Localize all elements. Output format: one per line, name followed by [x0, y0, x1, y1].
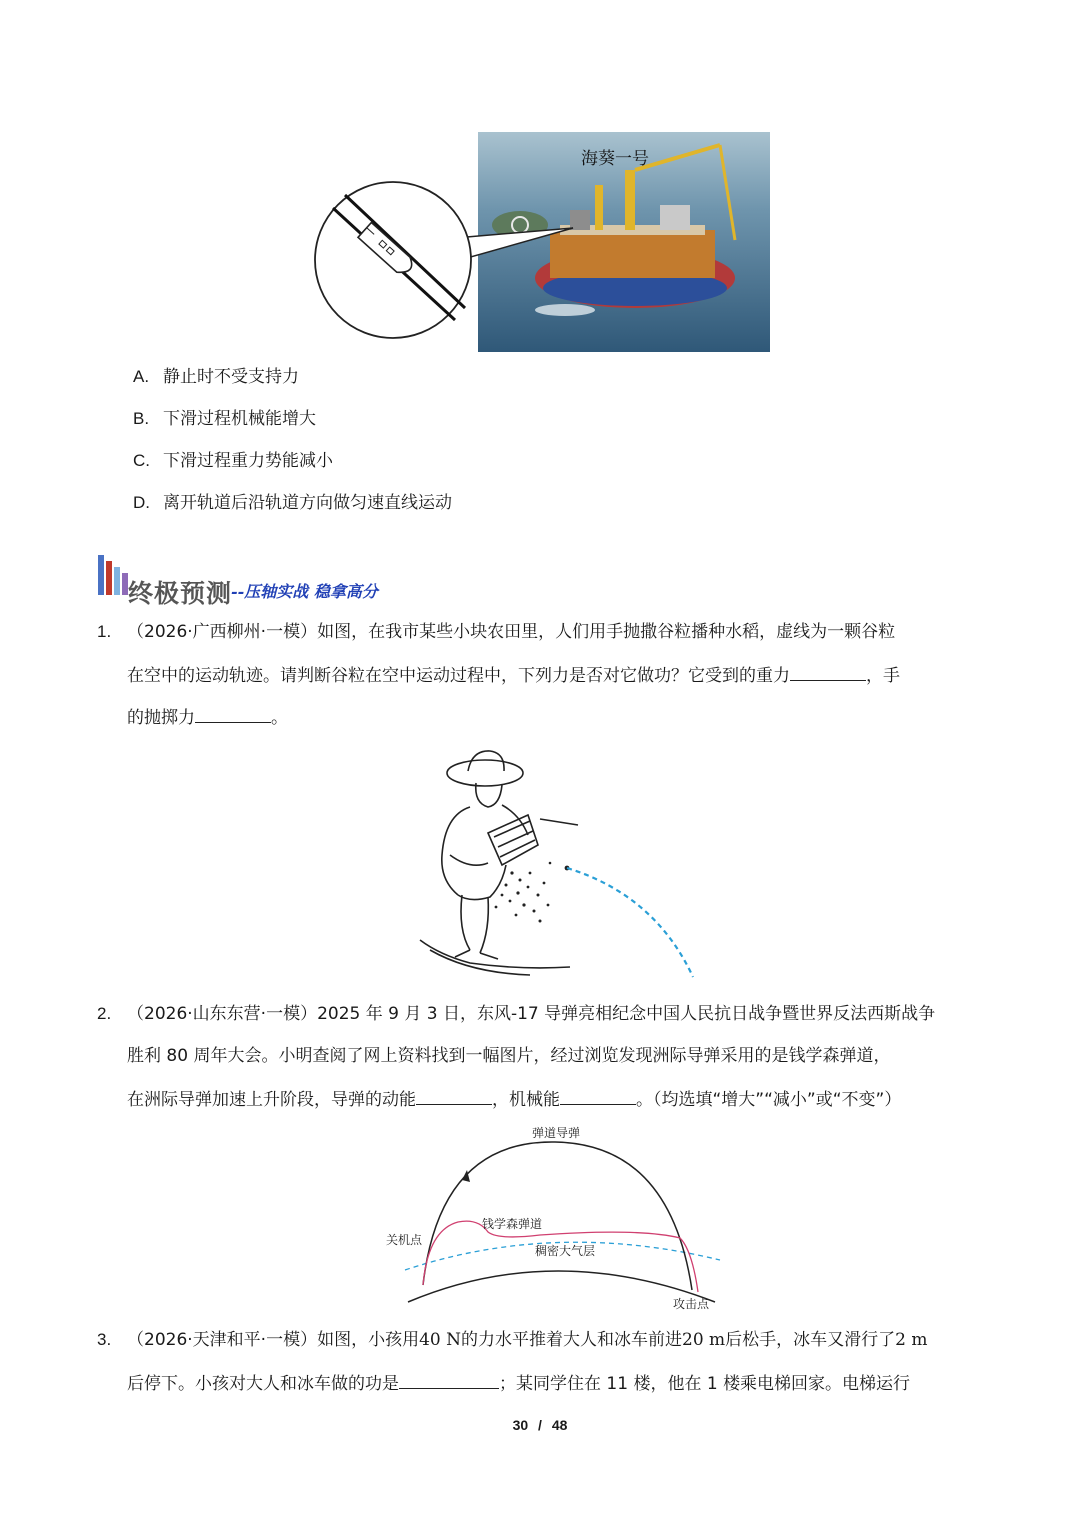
- q3-force: 40 N: [419, 1330, 461, 1350]
- option-letter: D.: [133, 493, 150, 512]
- q3-line2: [127, 1370, 910, 1396]
- diagram-target-label: 攻击点: [673, 1297, 710, 1311]
- option-letter: A.: [133, 367, 150, 386]
- q1-line1: （2026·广西柳州·一模）如图，在我市某些小块农田里，人们用手抛撒谷粒播种水稻，虚线为一颗谷粒: [127, 622, 896, 642]
- q1-line2-tail: ，手: [866, 666, 900, 686]
- q3-dist1: 20 m: [682, 1330, 726, 1350]
- q2-blank-mechanical[interactable]: [560, 1086, 636, 1105]
- diagram-top-label: 弹道导弹: [532, 1126, 581, 1140]
- q2-number: 2.: [97, 1004, 112, 1023]
- q3-line1-mid: 的力水平推着大人和冰车前进: [461, 1330, 682, 1350]
- platform-label: 海葵一号: [581, 149, 649, 169]
- q3-line1-text: （2026·天津和平·一模）如图，小孩用: [127, 1330, 420, 1350]
- option-letter: C.: [133, 451, 150, 470]
- platform-figure: [305, 130, 775, 355]
- q1-line3-text: 的抛掷力: [127, 708, 195, 728]
- option-d[interactable]: [133, 492, 452, 514]
- q2-line2: 胜利 80 周年大会。小明查阅了网上资料找到一幅图片，经过浏览发现洲际导弹采用的是钱学森弹道，: [127, 1046, 891, 1066]
- q3-dist2: 2 m: [895, 1330, 928, 1350]
- q1-blank-throw[interactable]: [195, 704, 271, 723]
- q3-line1: [127, 1328, 928, 1352]
- q1-blank-gravity[interactable]: [790, 662, 866, 681]
- section-books-icon: [97, 553, 131, 597]
- option-letter: B.: [133, 409, 150, 428]
- q2-line3-text: 在洲际导弹加速上升阶段，导弹的动能: [127, 1090, 416, 1110]
- q3-blank-work[interactable]: [399, 1370, 499, 1389]
- q3-line1-mid2: 后松手，冰车又滑行了: [725, 1330, 896, 1350]
- option-text: 静止时不受支持力: [163, 367, 299, 387]
- q2-line3: [127, 1086, 901, 1112]
- page-total: 48: [551, 1417, 568, 1433]
- section-subtitle: --压轴实战 稳拿高分: [231, 582, 378, 601]
- section-title: 终极预测: [128, 579, 233, 608]
- diagram-atmos-label: 稠密大气层: [535, 1244, 596, 1258]
- option-b[interactable]: [133, 408, 316, 430]
- q1-line2: [127, 662, 900, 688]
- q1-line3: [127, 704, 288, 730]
- page-number: 30: [512, 1417, 529, 1433]
- farmer-sowing-figure: [410, 745, 700, 980]
- platform-photo: [305, 130, 775, 355]
- q3-line2-tail: ；某同学住在 11 楼，他在 1 楼乘电梯回家。电梯运行: [499, 1374, 911, 1394]
- q2-line3-tail: 。（均选填“增大”“减小”或“不变”）: [636, 1090, 902, 1110]
- option-text: 离开轨道后沿轨道方向做匀速直线运动: [163, 493, 452, 513]
- page-footer: [0, 1417, 1080, 1433]
- q3-line2-text: 后停下。小孩对大人和冰车做的功是: [127, 1374, 399, 1394]
- q1-line2-text: 在空中的运动轨迹。请判断谷粒在空中运动过程中，下列力是否对它做功？它受到的重力: [127, 666, 790, 686]
- page-separator: /: [538, 1417, 542, 1433]
- q2-line1: （2026·山东东营·一模）2025 年 9 月 3 日，东风-17 导弹亮相纪念中国人民抗日战争暨世界反法西斯战争: [127, 1004, 936, 1024]
- option-c[interactable]: [133, 450, 333, 472]
- diagram-qian-label: 钱学森弹道: [482, 1217, 543, 1231]
- q1-line3-tail: 。: [271, 708, 288, 728]
- option-text: 下滑过程机械能增大: [163, 409, 316, 429]
- q3-number: 3.: [97, 1330, 112, 1349]
- missile-trajectory-diagram: [380, 1120, 730, 1315]
- q2-line3-mid: ，机械能: [492, 1090, 560, 1110]
- q2-blank-kinetic[interactable]: [416, 1086, 492, 1105]
- q1-number: 1.: [97, 622, 112, 641]
- option-a[interactable]: [133, 366, 299, 388]
- option-text: 下滑过程重力势能减小: [163, 451, 333, 471]
- diagram-cutoff-label: 关机点: [386, 1233, 423, 1247]
